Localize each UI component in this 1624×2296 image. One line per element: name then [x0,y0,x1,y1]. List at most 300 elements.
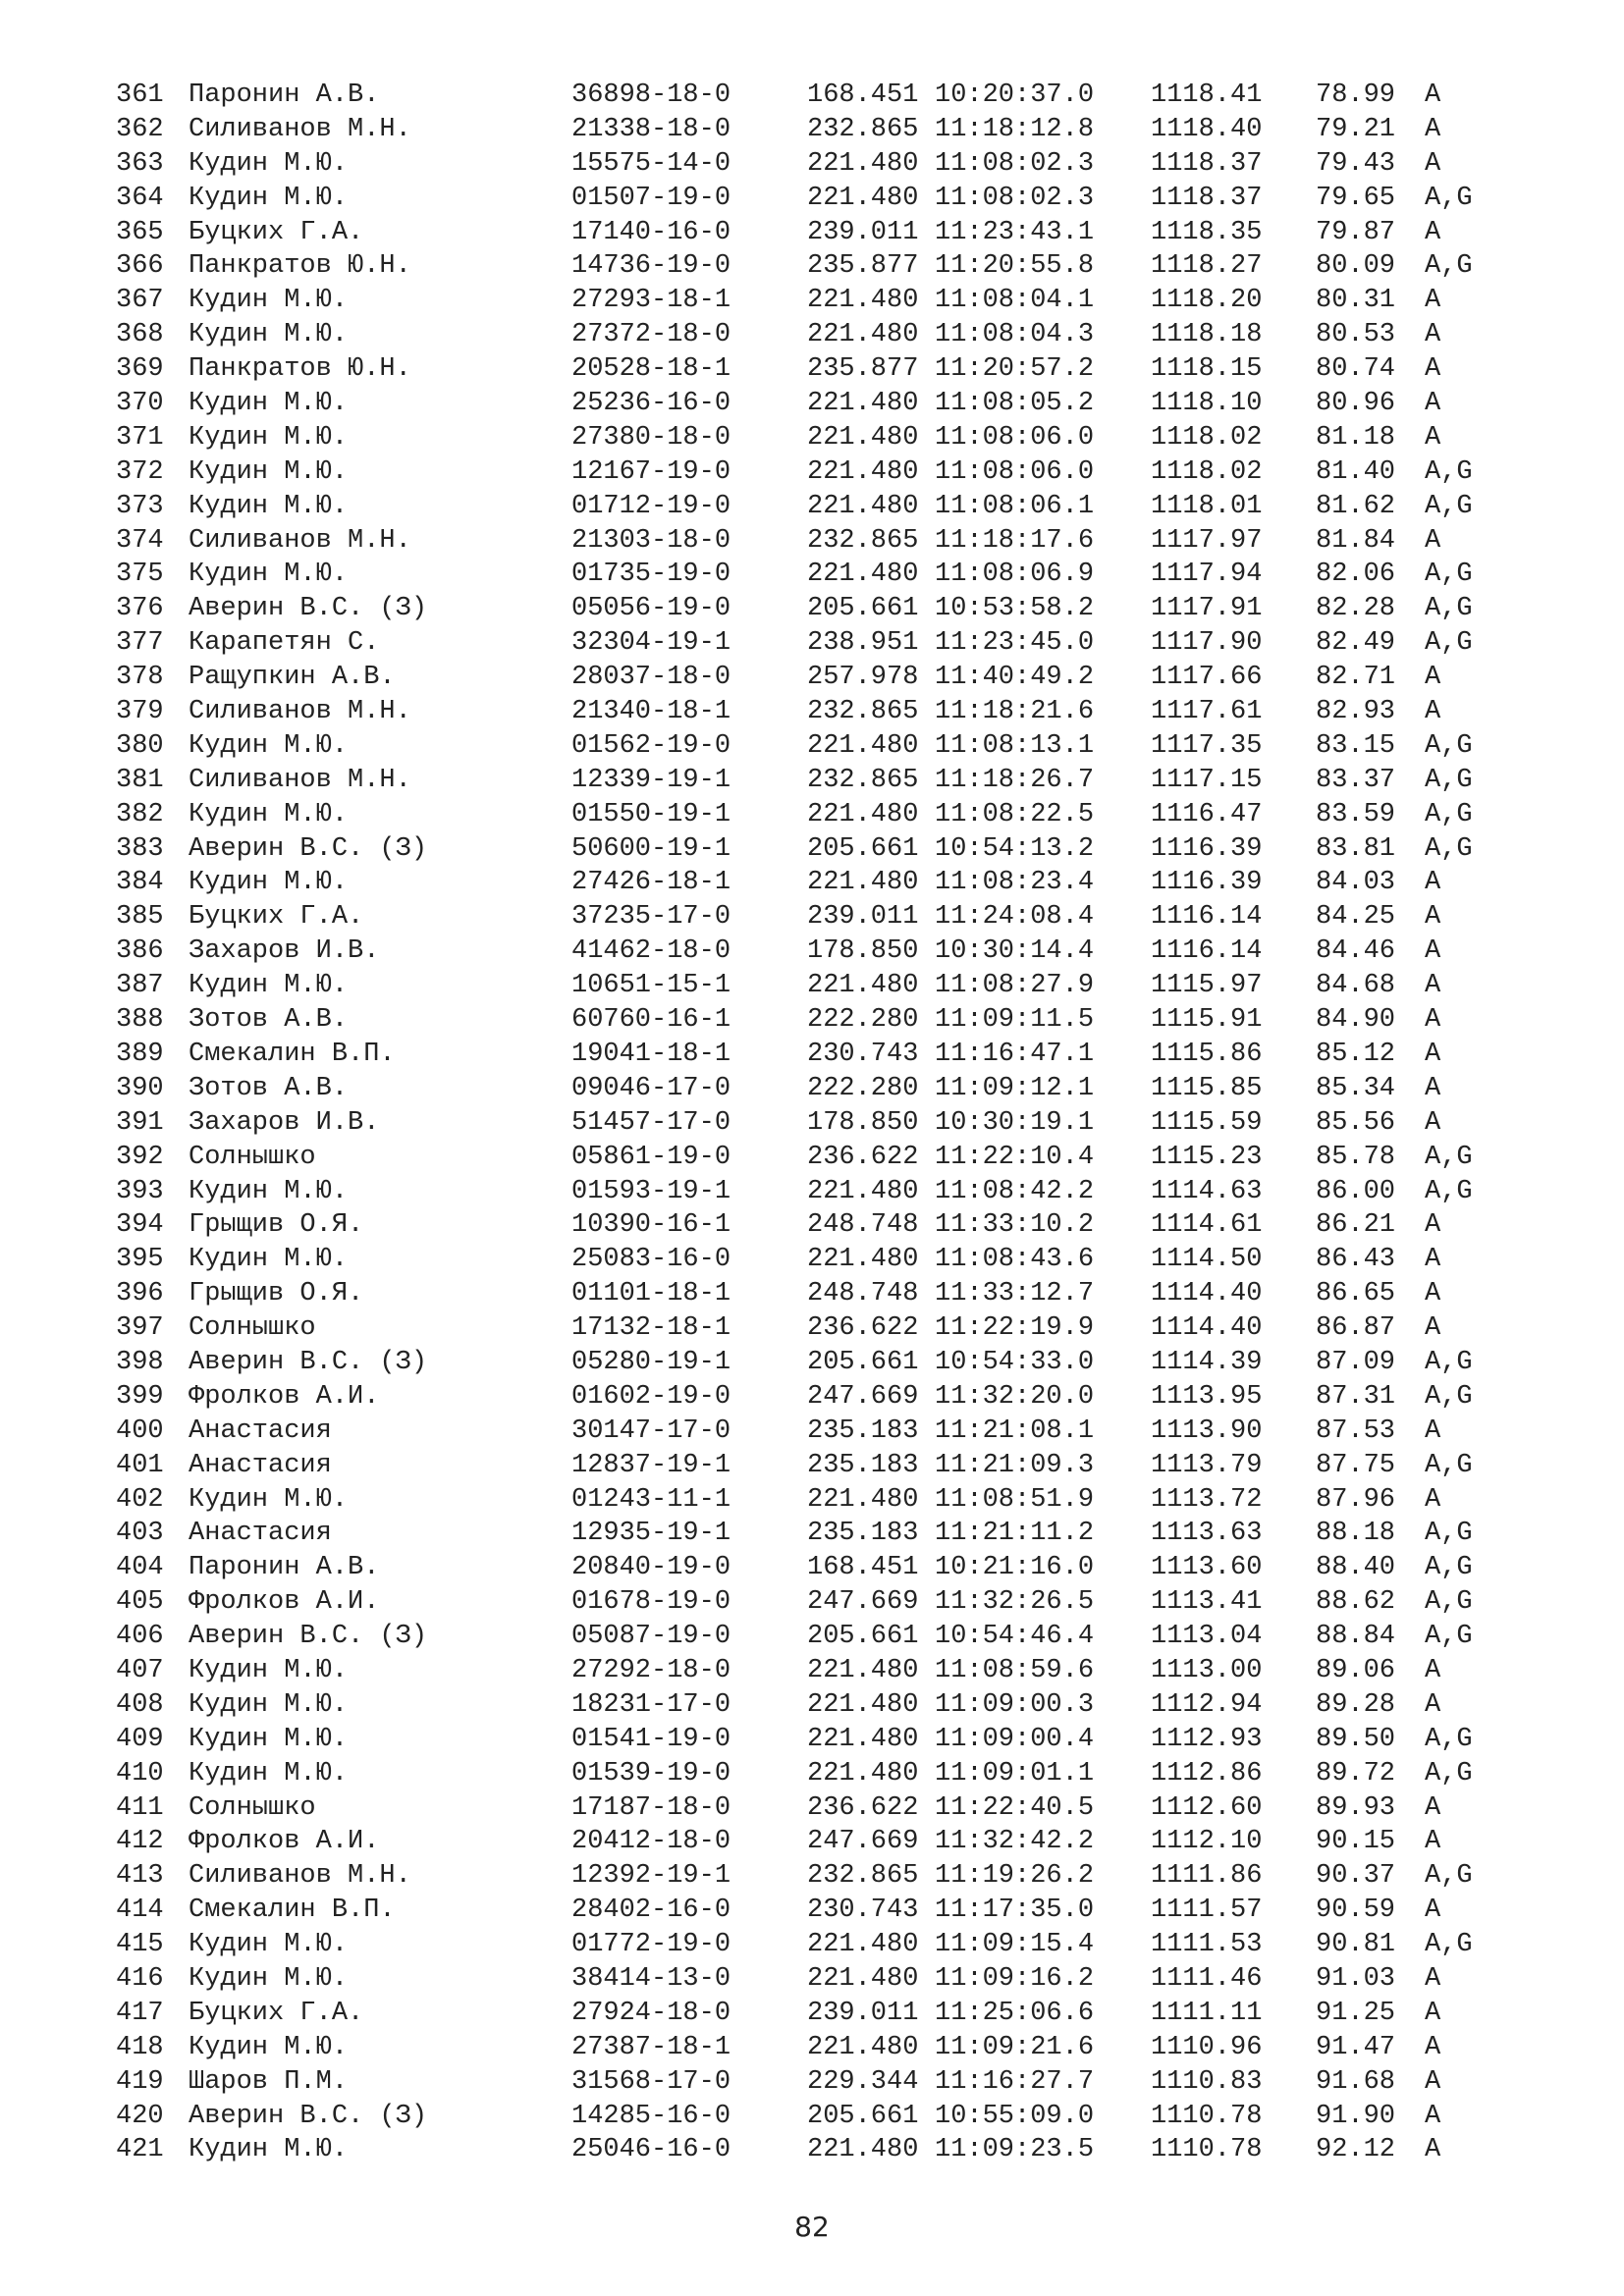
arrival-time-cell: 11:22:40.5 [935,1792,1095,1823]
rank-cell: 387 [116,971,164,1001]
ring-number-cell: 30147-17-0 [571,1415,731,1446]
flags-cell: A,G [1425,799,1473,829]
arrival-time-cell: 11:08:27.9 [935,971,1095,1001]
table-row [116,1003,1520,1038]
points-cell: 91.25 [1316,1998,1396,2028]
distance-cell: 221.480 [807,1655,919,1685]
distance-cell: 247.669 [807,1827,919,1857]
rank-cell: 407 [116,1655,164,1685]
flags-cell: A [1425,1998,1441,2028]
arrival-time-cell: 11:08:04.1 [935,286,1095,316]
rank-cell: 412 [116,1827,164,1857]
arrival-time-cell: 11:18:12.8 [935,114,1095,144]
rank-cell: 418 [116,2032,164,2062]
speed-cell: 1113.90 [1151,1415,1263,1446]
flags-cell: A [1425,868,1441,898]
points-cell: 89.28 [1316,1689,1396,1720]
points-cell: 82.49 [1316,628,1396,659]
speed-cell: 1111.11 [1151,1998,1263,2028]
owner-name-cell: Кудин М.Ю. [189,1930,349,1960]
rank-cell: 384 [116,868,164,898]
flags-cell: A,G [1425,456,1473,487]
flags-cell: A [1425,114,1441,144]
arrival-time-cell: 11:20:55.8 [935,251,1095,282]
arrival-time-cell: 10:54:46.4 [935,1622,1095,1652]
arrival-time-cell: 11:08:06.0 [935,456,1095,487]
owner-name-cell: Аверин В.С. (З) [189,1347,428,1377]
table-row [116,216,1520,250]
owner-name-cell: Ращупкин А.В. [189,663,396,693]
arrival-time-cell: 11:09:11.5 [935,1005,1095,1036]
rank-cell: 404 [116,1553,164,1583]
owner-name-cell: Кудин М.Ю. [189,148,349,179]
speed-cell: 1117.35 [1151,730,1263,761]
speed-cell: 1114.40 [1151,1279,1263,1309]
table-row [116,969,1520,1003]
speed-cell: 1115.85 [1151,1073,1263,1103]
points-cell: 81.62 [1316,491,1396,521]
points-cell: 79.21 [1316,114,1396,144]
distance-cell: 221.480 [807,560,919,590]
speed-cell: 1115.23 [1151,1142,1263,1172]
distance-cell: 205.661 [807,833,919,864]
owner-name-cell: Анастасия [189,1450,332,1480]
arrival-time-cell: 11:33:12.7 [935,1279,1095,1309]
ring-number-cell: 27293-18-1 [571,286,731,316]
rank-cell: 391 [116,1107,164,1138]
distance-cell: 205.661 [807,1347,919,1377]
distance-cell: 221.480 [807,1176,919,1206]
points-cell: 87.96 [1316,1484,1396,1515]
points-cell: 81.40 [1316,456,1396,487]
rank-cell: 396 [116,1279,164,1309]
distance-cell: 232.865 [807,697,919,727]
distance-cell: 221.480 [807,183,919,213]
table-row [116,1038,1520,1072]
arrival-time-cell: 11:09:23.5 [935,2135,1095,2165]
arrival-time-cell: 10:54:33.0 [935,1347,1095,1377]
table-row [116,866,1520,900]
owner-name-cell: Аверин В.С. (З) [189,2101,428,2131]
rank-cell: 403 [116,1519,164,1549]
ring-number-cell: 41462-18-0 [571,936,731,967]
table-row [116,2031,1520,2065]
owner-name-cell: Солнышко [189,1142,316,1172]
rank-cell: 397 [116,1313,164,1344]
ring-number-cell: 01550-19-1 [571,799,731,829]
points-cell: 85.78 [1316,1142,1396,1172]
rank-cell: 392 [116,1142,164,1172]
owner-name-cell: Кудин М.Ю. [189,1963,349,1994]
arrival-time-cell: 11:16:47.1 [935,1039,1095,1069]
distance-cell: 230.743 [807,1039,919,1069]
rank-cell: 398 [116,1347,164,1377]
owner-name-cell: Буцких Г.А. [189,217,364,247]
flags-cell: A [1425,1896,1441,1926]
points-cell: 84.46 [1316,936,1396,967]
table-row [116,182,1520,216]
distance-cell: 221.480 [807,491,919,521]
table-row [116,1346,1520,1380]
rank-cell: 406 [116,1622,164,1652]
points-cell: 86.21 [1316,1210,1396,1241]
points-cell: 86.43 [1316,1245,1396,1275]
points-cell: 79.65 [1316,183,1396,213]
points-cell: 88.18 [1316,1519,1396,1549]
arrival-time-cell: 11:24:08.4 [935,902,1095,933]
ring-number-cell: 31568-17-0 [571,2066,731,2097]
table-row [116,695,1520,729]
table-row [116,1894,1520,1928]
flags-cell: A [1425,1792,1441,1823]
arrival-time-cell: 11:09:16.2 [935,1963,1095,1994]
table-row [116,2100,1520,2134]
flags-cell: A,G [1425,1553,1473,1583]
distance-cell: 247.669 [807,1587,919,1618]
ring-number-cell: 36898-18-0 [571,80,731,110]
owner-name-cell: Анастасия [189,1519,332,1549]
rank-cell: 369 [116,354,164,385]
table-row [116,524,1520,559]
distance-cell: 221.480 [807,971,919,1001]
distance-cell: 235.877 [807,354,919,385]
owner-name-cell: Фролков А.И. [189,1381,380,1412]
ring-number-cell: 17132-18-1 [571,1313,731,1344]
flags-cell: A,G [1425,628,1473,659]
distance-cell: 239.011 [807,1998,919,2028]
speed-cell: 1115.59 [1151,1107,1263,1138]
points-cell: 91.47 [1316,2032,1396,2062]
table-row [116,1517,1520,1551]
owner-name-cell: Кудин М.Ю. [189,730,349,761]
distance-cell: 248.748 [807,1210,919,1241]
ring-number-cell: 05087-19-0 [571,1622,731,1652]
speed-cell: 1110.96 [1151,2032,1263,2062]
ring-number-cell: 37235-17-0 [571,902,731,933]
rank-cell: 394 [116,1210,164,1241]
distance-cell: 221.480 [807,1930,919,1960]
speed-cell: 1113.95 [1151,1381,1263,1412]
owner-name-cell: Панкратов Ю.Н. [189,354,411,385]
points-cell: 82.06 [1316,560,1396,590]
speed-cell: 1114.40 [1151,1313,1263,1344]
ring-number-cell: 38414-13-0 [571,1963,731,1994]
arrival-time-cell: 11:40:49.2 [935,663,1095,693]
table-row [116,1243,1520,1277]
flags-cell: A [1425,1484,1441,1515]
distance-cell: 222.280 [807,1073,919,1103]
points-cell: 83.81 [1316,833,1396,864]
rank-cell: 402 [116,1484,164,1515]
owner-name-cell: Грыщив О.Я. [189,1279,364,1309]
ring-number-cell: 27924-18-0 [571,1998,731,2028]
speed-cell: 1116.14 [1151,902,1263,933]
arrival-time-cell: 11:08:13.1 [935,730,1095,761]
points-cell: 82.28 [1316,594,1396,624]
speed-cell: 1118.27 [1151,251,1263,282]
arrival-time-cell: 11:23:43.1 [935,217,1095,247]
ring-number-cell: 17140-16-0 [571,217,731,247]
speed-cell: 1117.66 [1151,663,1263,693]
distance-cell: 239.011 [807,902,919,933]
owner-name-cell: Буцких Г.А. [189,1998,364,2028]
points-cell: 91.90 [1316,2101,1396,2131]
points-cell: 85.12 [1316,1039,1396,1069]
table-row [116,1962,1520,1997]
arrival-time-cell: 11:09:21.6 [935,2032,1095,2062]
distance-cell: 232.865 [807,114,919,144]
arrival-time-cell: 11:08:05.2 [935,389,1095,419]
points-cell: 81.18 [1316,422,1396,453]
flags-cell: A [1425,80,1441,110]
arrival-time-cell: 11:08:23.4 [935,868,1095,898]
flags-cell: A,G [1425,1450,1473,1480]
table-row [116,661,1520,695]
arrival-time-cell: 11:25:06.6 [935,1998,1095,2028]
rank-cell: 376 [116,594,164,624]
rank-cell: 395 [116,1245,164,1275]
arrival-time-cell: 10:55:09.0 [935,2101,1095,2131]
arrival-time-cell: 11:32:20.0 [935,1381,1095,1412]
rank-cell: 377 [116,628,164,659]
flags-cell: A [1425,663,1441,693]
points-cell: 80.96 [1316,389,1396,419]
flags-cell: A,G [1425,594,1473,624]
arrival-time-cell: 11:09:00.4 [935,1724,1095,1754]
ring-number-cell: 25083-16-0 [571,1245,731,1275]
table-row [116,1757,1520,1791]
ring-number-cell: 27426-18-1 [571,868,731,898]
ring-number-cell: 27292-18-0 [571,1655,731,1685]
owner-name-cell: Кудин М.Ю. [189,1758,349,1789]
owner-name-cell: Паронин А.В. [189,1553,380,1583]
ring-number-cell: 01243-11-1 [571,1484,731,1515]
arrival-time-cell: 11:08:02.3 [935,148,1095,179]
table-row [116,1072,1520,1106]
rank-cell: 361 [116,80,164,110]
speed-cell: 1114.63 [1151,1176,1263,1206]
ring-number-cell: 25236-16-0 [571,389,731,419]
table-row [116,1654,1520,1688]
table-row [116,1483,1520,1518]
ring-number-cell: 25046-16-0 [571,2135,731,2165]
distance-cell: 222.280 [807,1005,919,1036]
points-cell: 85.34 [1316,1073,1396,1103]
ring-number-cell: 21303-18-0 [571,525,731,556]
points-cell: 87.53 [1316,1415,1396,1446]
rank-cell: 378 [116,663,164,693]
flags-cell: A [1425,1689,1441,1720]
flags-cell: A [1425,320,1441,350]
distance-cell: 178.850 [807,936,919,967]
ring-number-cell: 27380-18-0 [571,422,731,453]
ring-number-cell: 05056-19-0 [571,594,731,624]
table-row [116,1208,1520,1243]
distance-cell: 247.669 [807,1381,919,1412]
speed-cell: 1113.72 [1151,1484,1263,1515]
speed-cell: 1110.78 [1151,2101,1263,2131]
ring-number-cell: 21338-18-0 [571,114,731,144]
speed-cell: 1117.90 [1151,628,1263,659]
points-cell: 86.87 [1316,1313,1396,1344]
rank-cell: 379 [116,697,164,727]
ring-number-cell: 01772-19-0 [571,1930,731,1960]
points-cell: 91.03 [1316,1963,1396,1994]
table-row [116,1449,1520,1483]
points-cell: 86.65 [1316,1279,1396,1309]
arrival-time-cell: 11:19:26.2 [935,1861,1095,1892]
rank-cell: 408 [116,1689,164,1720]
ring-number-cell: 01101-18-1 [571,1279,731,1309]
owner-name-cell: Панкратов Ю.Н. [189,251,411,282]
speed-cell: 1118.18 [1151,320,1263,350]
ring-number-cell: 12339-19-1 [571,765,731,795]
table-row [116,729,1520,764]
arrival-time-cell: 11:18:26.7 [935,765,1095,795]
table-row [116,2065,1520,2100]
table-row [116,1380,1520,1415]
flags-cell: A [1425,148,1441,179]
owner-name-cell: Солнышко [189,1792,316,1823]
arrival-time-cell: 11:08:02.3 [935,183,1095,213]
distance-cell: 178.850 [807,1107,919,1138]
rank-cell: 419 [116,2066,164,2097]
table-row [116,147,1520,182]
rank-cell: 364 [116,183,164,213]
flags-cell: A [1425,389,1441,419]
flags-cell: A,G [1425,833,1473,864]
owner-name-cell: Кудин М.Ю. [189,1176,349,1206]
table-row [116,1277,1520,1311]
ring-number-cell: 01678-19-0 [571,1587,731,1618]
rank-cell: 415 [116,1930,164,1960]
owner-name-cell: Силиванов М.Н. [189,1861,411,1892]
points-cell: 86.00 [1316,1176,1396,1206]
points-cell: 83.59 [1316,799,1396,829]
flags-cell: A,G [1425,560,1473,590]
flags-cell: A [1425,2032,1441,2062]
points-cell: 89.72 [1316,1758,1396,1789]
distance-cell: 239.011 [807,217,919,247]
points-cell: 92.12 [1316,2135,1396,2165]
ring-number-cell: 01735-19-0 [571,560,731,590]
arrival-time-cell: 11:08:51.9 [935,1484,1095,1515]
speed-cell: 1112.60 [1151,1792,1263,1823]
arrival-time-cell: 10:30:19.1 [935,1107,1095,1138]
speed-cell: 1118.37 [1151,183,1263,213]
distance-cell: 230.743 [807,1896,919,1926]
arrival-time-cell: 11:17:35.0 [935,1896,1095,1926]
rank-cell: 373 [116,491,164,521]
owner-name-cell: Кудин М.Ю. [189,971,349,1001]
table-row [116,764,1520,798]
ring-number-cell: 20840-19-0 [571,1553,731,1583]
ring-number-cell: 51457-17-0 [571,1107,731,1138]
speed-cell: 1118.02 [1151,422,1263,453]
owner-name-cell: Фролков А.И. [189,1827,380,1857]
table-row [116,1859,1520,1894]
distance-cell: 257.978 [807,663,919,693]
rank-cell: 365 [116,217,164,247]
distance-cell: 232.865 [807,765,919,795]
ring-number-cell: 28037-18-0 [571,663,731,693]
speed-cell: 1114.50 [1151,1245,1263,1275]
arrival-time-cell: 11:09:15.4 [935,1930,1095,1960]
flags-cell: A [1425,2066,1441,2097]
table-row [116,798,1520,832]
table-row [116,934,1520,969]
distance-cell: 238.951 [807,628,919,659]
points-cell: 90.37 [1316,1861,1396,1892]
speed-cell: 1116.39 [1151,868,1263,898]
speed-cell: 1113.04 [1151,1622,1263,1652]
ring-number-cell: 01541-19-0 [571,1724,731,1754]
speed-cell: 1118.37 [1151,148,1263,179]
points-cell: 82.93 [1316,697,1396,727]
owner-name-cell: Кудин М.Ю. [189,389,349,419]
flags-cell: A [1425,1039,1441,1069]
ring-number-cell: 18231-17-0 [571,1689,731,1720]
speed-cell: 1110.78 [1151,2135,1263,2165]
rank-cell: 420 [116,2101,164,2131]
points-cell: 82.71 [1316,663,1396,693]
results-table [116,79,1520,2167]
speed-cell: 1117.15 [1151,765,1263,795]
owner-name-cell: Шаров П.М. [189,2066,349,2097]
distance-cell: 229.344 [807,2066,919,2097]
ring-number-cell: 20528-18-1 [571,354,731,385]
owner-name-cell: Кудин М.Ю. [189,183,349,213]
flags-cell: A [1425,1827,1441,1857]
speed-cell: 1118.15 [1151,354,1263,385]
points-cell: 83.37 [1316,765,1396,795]
ring-number-cell: 12392-19-1 [571,1861,731,1892]
flags-cell: A [1425,971,1441,1001]
distance-cell: 221.480 [807,1245,919,1275]
points-cell: 87.09 [1316,1347,1396,1377]
ring-number-cell: 19041-18-1 [571,1039,731,1069]
arrival-time-cell: 10:20:37.0 [935,80,1095,110]
rank-cell: 405 [116,1587,164,1618]
arrival-time-cell: 11:08:43.6 [935,1245,1095,1275]
speed-cell: 1116.39 [1151,833,1263,864]
owner-name-cell: Кудин М.Ю. [189,2135,349,2165]
flags-cell: A [1425,1245,1441,1275]
arrival-time-cell: 10:54:13.2 [935,833,1095,864]
owner-name-cell: Кудин М.Ю. [189,560,349,590]
speed-cell: 1114.61 [1151,1210,1263,1241]
owner-name-cell: Солнышко [189,1313,316,1344]
owner-name-cell: Аверин В.С. (З) [189,833,428,864]
ring-number-cell: 01602-19-0 [571,1381,731,1412]
flags-cell: A,G [1425,183,1473,213]
speed-cell: 1113.41 [1151,1587,1263,1618]
ring-number-cell: 01593-19-1 [571,1176,731,1206]
speed-cell: 1113.00 [1151,1655,1263,1685]
ring-number-cell: 12935-19-1 [571,1519,731,1549]
distance-cell: 205.661 [807,1622,919,1652]
flags-cell: A,G [1425,1519,1473,1549]
flags-cell: A,G [1425,1381,1473,1412]
distance-cell: 205.661 [807,2101,919,2131]
distance-cell: 221.480 [807,148,919,179]
owner-name-cell: Кудин М.Ю. [189,2032,349,2062]
flags-cell: A [1425,697,1441,727]
ring-number-cell: 09046-17-0 [571,1073,731,1103]
ring-number-cell: 10651-15-1 [571,971,731,1001]
distance-cell: 221.480 [807,320,919,350]
flags-cell: A [1425,1313,1441,1344]
